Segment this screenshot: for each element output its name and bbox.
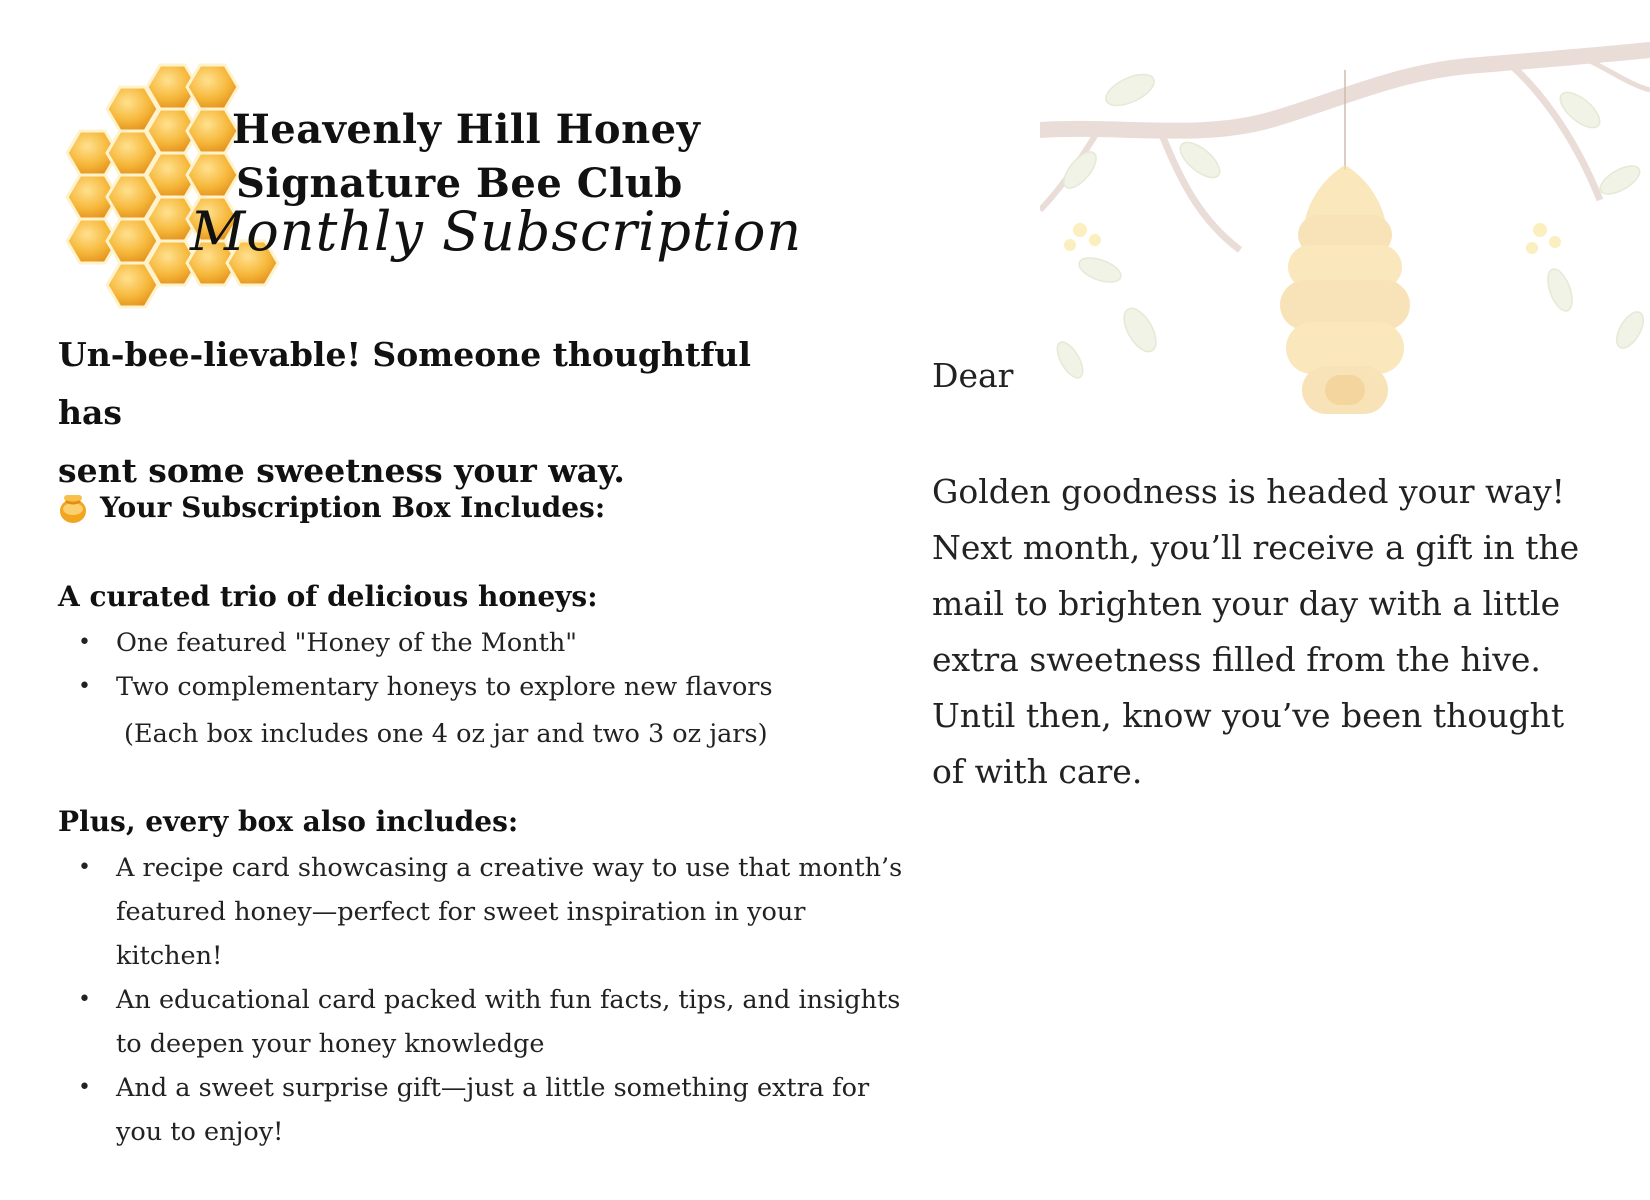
brand-name: Heavenly Hill Honey — [232, 106, 701, 153]
list-item: • A recipe card showcasing a creative way to use that month’s featured honey—perfect for sweet inspiration in your kitchen! — [116, 846, 906, 978]
letter-body: Golden goodness is headed your way! Next month, you’ll receive a gift in the mail to brighten your day with a little extra sweetness filled from the hive. Until then, know you’ve been thought of with care. — [932, 472, 1580, 791]
list-item: • And a sweet surprise gift—just a little something extra for you to enjoy! — [116, 1066, 906, 1154]
trio-list — [58, 621, 876, 709]
branch-with-beehive-illustration — [1040, 30, 1650, 470]
subscription-script-title: Monthly Subscription — [190, 200, 803, 263]
includes-heading-row — [58, 490, 605, 524]
headline-line-1: Un-bee-lievable! Someone thoughtful has — [58, 335, 751, 432]
club-name: Signature Bee Club — [236, 160, 683, 207]
plus-list — [58, 846, 906, 1154]
headline-line-2: sent some sweetness your way. — [58, 451, 625, 490]
headline — [58, 326, 778, 500]
includes-heading: Your Subscription Box Includes: — [100, 490, 606, 524]
list-item: • An educational card packed with fun facts, tips, and insights to deepen your honey knowledge — [116, 978, 906, 1066]
honey-pot-icon — [58, 490, 88, 524]
plus-heading: Plus, every box also includes: — [58, 805, 519, 838]
list-item: • Two complementary honeys to explore new flavors — [116, 665, 876, 709]
trio-heading: A curated trio of delicious honeys: — [58, 580, 598, 613]
greeting: Dear — [932, 356, 1014, 395]
list-item: • One featured "Honey of the Month" — [116, 621, 876, 665]
jar-size-note: (Each box includes one 4 oz jar and two 3 oz jars) — [124, 719, 768, 749]
